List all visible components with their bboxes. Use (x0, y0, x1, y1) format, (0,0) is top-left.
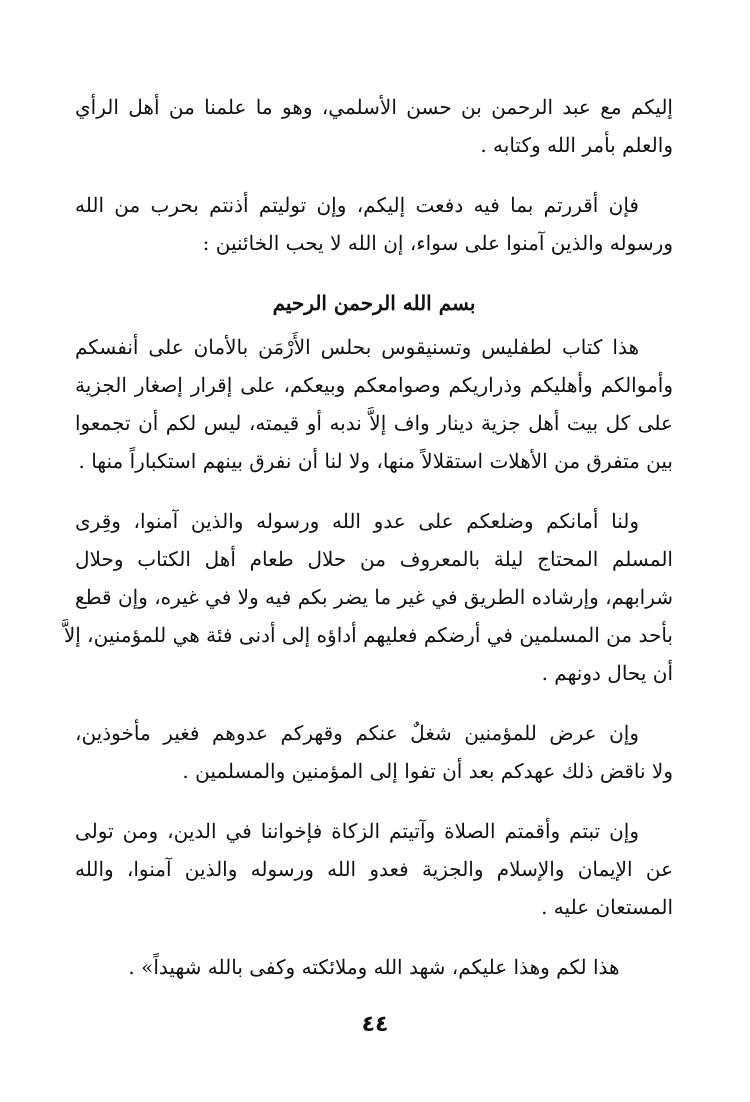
paragraph-4 (63, 502, 673, 692)
paragraph-1 (75, 88, 673, 164)
paragraph-5 (75, 714, 673, 790)
text-line: فإن أقررتم بما فيه دفعت إليكم، وإن توليتم أذنتم بحرب من الله (75, 193, 639, 217)
text-line: أن يحال دونهم . (541, 661, 673, 685)
closing-line: هذا لكم وهذا عليكم، شهد الله وملائكته وكفى بالله شهيداً» . (128, 955, 620, 979)
paragraph-3 (75, 328, 673, 480)
text-line: ولا ناقض ذلك عهدكم بعد أن تفوا إلى المؤمنين والمسلمين . (182, 759, 673, 783)
text-line: ورسوله والذين آمنوا على سواء، إن الله لا يحب الخائنين : (202, 231, 673, 255)
text-line: وأموالكم وأهليكم وذراريكم وصوامعكم وبيعكم، على إقرار إصغار الجزية (75, 373, 673, 397)
page-number: ٤٤ (361, 1012, 389, 1037)
text-line: بين متفرق من الأهلات استقلالاً منها، ولا لنا أن نفرق بينهم استكباراً منها . (78, 449, 673, 473)
paragraph-2 (75, 186, 673, 262)
text-line: بأحد من المسلمين في أرضكم فعليهم أداؤه إلى أدنى فئة هي للمؤمنين، إلاَّ (63, 623, 673, 647)
text-line: وإن عرض للمؤمنين شغلٌ عنكم وقهركم عدوهم فغير مأخوذين، (75, 721, 639, 745)
text-line: إليكم مع عبد الرحمن بن حسن الأسلمي، وهو ما علمنا من أهل الرأي (75, 95, 673, 119)
text-line: وإن تبتم وأقمتم الصلاة وآتيتم الزكاة فإخواننا في الدين، ومن تولى (75, 819, 639, 843)
document-page (63, 88, 673, 1068)
text-line: عن الإيمان والإسلام والجزية فعدو الله ورسوله والذين آمنوا، والله (75, 857, 673, 881)
text-line: والعلم بأمر الله وكتابه . (480, 133, 673, 157)
text-line: هذا كتاب لطفليس وتسنيقوس بحلس الأَرْمَن بالأمان على أنفسكم (75, 335, 639, 359)
paragraph-6 (75, 812, 673, 926)
basmala-heading: بسم الله الرحمن الرحيم (272, 291, 476, 315)
text-line: المسلم المحتاج ليلة بالمعروف من حلال طعام أهل الكتاب وحلال (75, 547, 673, 571)
text-line: شرابهم، وإرشاده الطريق في غير ما يضر بكم فيه ولا في غيره، وإن قطع (74, 585, 673, 609)
text-line: ولنا أمانكم وضلعكم على عدو الله ورسوله والذين آمنوا، وقِرى (75, 509, 639, 533)
text-line: على كل بيت أهل جزية دينار واف إلاَّ ندبه أو قيمته، ليس لكم أن تجمعوا (75, 411, 673, 435)
text-line: المستعان عليه . (541, 895, 673, 919)
